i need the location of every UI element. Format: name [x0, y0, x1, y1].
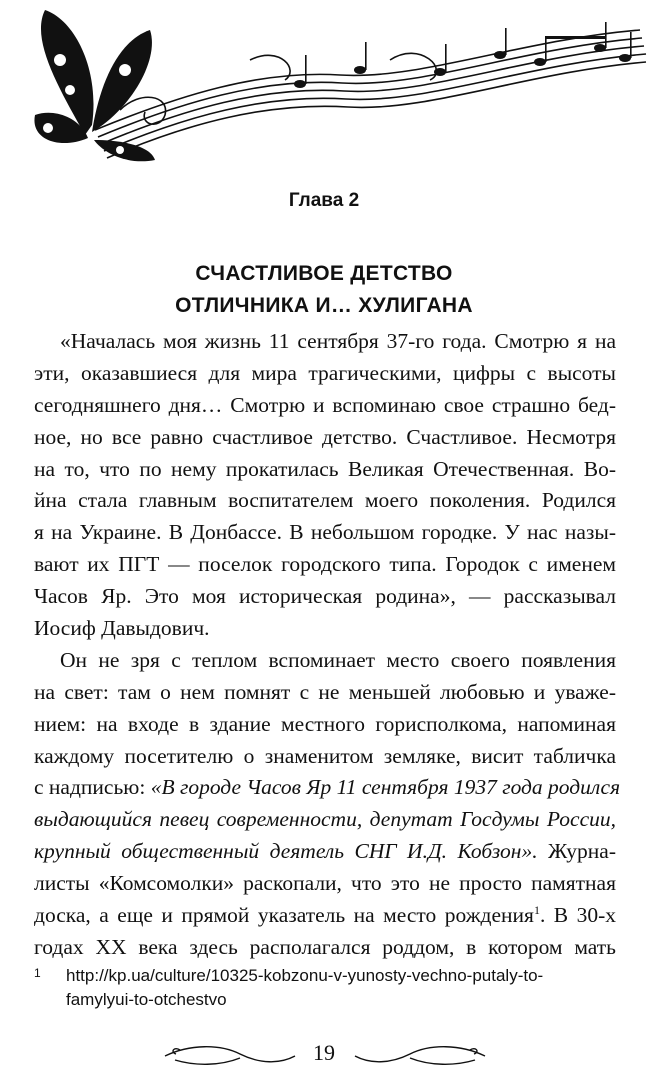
text-line: йна стала главным воспитателем моего поколения. Родился: [34, 488, 616, 513]
plaque-quote: выдающийся певец современности, депутат Госдумы России,: [34, 807, 616, 832]
chapter-title: [0, 258, 648, 322]
text-line: Часов Яр. Это моя историческая родина», — рассказывал: [34, 584, 616, 609]
text-line: нием: на входе в здание местного горисполкома, напоминая: [34, 711, 616, 736]
text-line: каждому посетителю о знаменитом земляке, висит табличка: [34, 743, 616, 768]
text-line: я на Украине. В Донбассе. В небольшом городке. У нас назы-: [34, 520, 616, 545]
text-line: на свет: там о нем помнят с не меньшей любовью и уваже-: [34, 679, 616, 704]
plaque-quote: крупный общественный деятель СНГ И.Д. Кобзон».: [34, 839, 538, 864]
text-line: [34, 836, 616, 868]
text-line: листы «Комсомолки» раскопали, что это не просто памятная: [34, 871, 616, 896]
footnote-url[interactable]: http://kp.ua/culture/10325-kobzonu-v-yunosty-vechno-putaly-to-: [66, 966, 544, 985]
text-line: на то, что по нему прокатилась Великая Отечественная. Во-: [34, 456, 616, 481]
text-line: вают их ПГТ — поселок городского типа. Городок с именем: [34, 552, 616, 577]
page-number: 19: [313, 1040, 335, 1065]
text-line: [34, 772, 621, 804]
text-line: ное, но все равно счастливое детство. Счастливое. Несмотря: [34, 424, 616, 449]
text-fragment: . В 30-х: [539, 903, 616, 928]
text-line: [34, 804, 616, 836]
text-line: годах XX века здесь располагался роддом, в котором мать: [34, 934, 616, 959]
text-line: сегодняшнего дня… Смотрю и вспоминаю свое страшно бед-: [34, 392, 616, 417]
butterfly-music-ornament: [0, 0, 648, 165]
text-fragment: доска, а еще и прямой указатель на место рождения: [34, 903, 534, 928]
chapter-title-line: СЧАСТЛИВОЕ ДЕТСТВО: [195, 262, 453, 285]
footnote-url[interactable]: famylyui-to-otchestvo: [66, 990, 227, 1009]
text-fragment: Журна-: [537, 839, 616, 864]
chapter-title-line: ОТЛИЧНИКА И… ХУЛИГАНА: [175, 294, 473, 317]
text-line: Иосиф Давыдович.: [34, 616, 210, 641]
text-line: эти, оказавшиеся для мира трагическими, цифры с высоты: [34, 360, 616, 385]
chapter-label: Глава 2: [288, 190, 360, 211]
text-line: «Началась моя жизнь 11 сентября 37-го года. Смотрю я на: [60, 329, 616, 353]
body-text: [34, 326, 621, 964]
text-fragment: с надписью:: [34, 775, 151, 800]
footnote: [34, 964, 616, 1012]
plaque-quote: «В городе Часов Яр 11 сентября 1937 года родился: [150, 775, 621, 800]
footnote-reference[interactable]: 1: [533, 902, 540, 917]
footnote-mark: 1: [34, 966, 41, 980]
text-line: [34, 900, 616, 932]
text-line: Он не зря с теплом вспоминает место своего появления: [60, 647, 616, 672]
